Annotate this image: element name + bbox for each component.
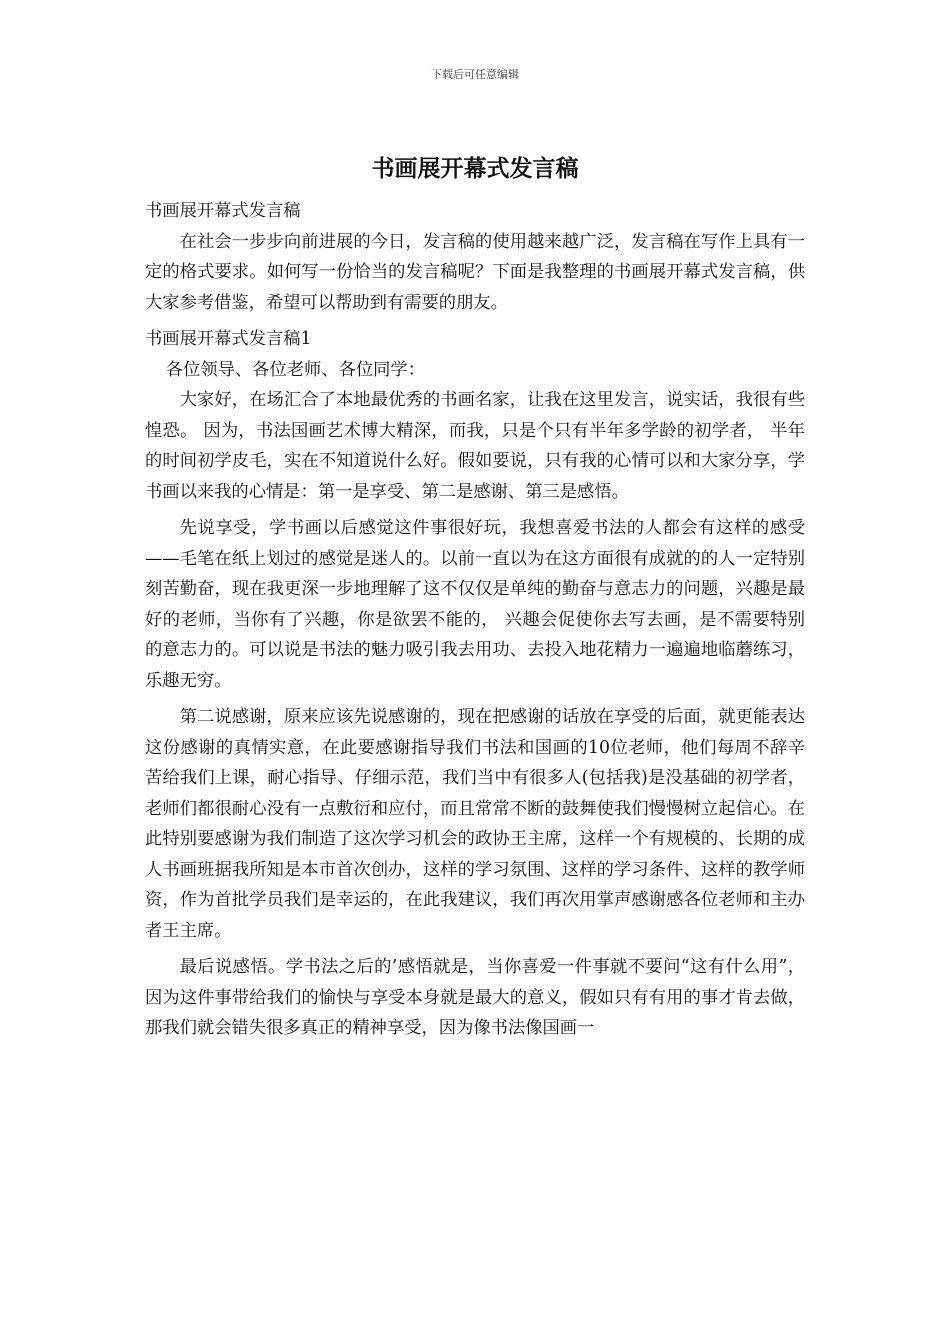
intro-heading: 书画展开幕式发言稿 xyxy=(145,201,301,221)
paragraph-insight: 最后说感悟。学书法之后的’感悟就是，当你喜爱一件事就不要问“这有什么用”， 因为这件事带给我们的愉快与享受本身就是最大的意义，假如只有有用的事才肯去做，那我们就会错失很多真正的精神享受，因为像书法像国画一 xyxy=(145,957,805,1038)
intro-paragraph: 在社会一步步向前进展的今日，发言稿的使用越来越广泛，发言稿在写作上具有一定的格式要求。如何写一份恰当的发言稿呢？下面是我整理的书画展开幕式发言稿，供大家参考借鉴，希望可以帮助到有需要的朋友。 xyxy=(145,231,805,313)
document-title: 书画展开幕式发言稿 xyxy=(371,155,579,182)
document-body xyxy=(145,196,805,1044)
paragraph-greeting: 大家好，在场汇合了本地最优秀的书画名家，让我在这里发言，说实话，我很有些惶恐。 因为，书法国画艺术博大精深，而我，只是个只有半年多学龄的初学者， 半年的时间初学皮毛，实在不知道说什么好。假如要说，只有我的心情可以和大家分享，学书画以来我的心情是：第一是享受、第二是感谢、第三是感悟。 xyxy=(145,390,805,502)
salutation-line: 各位领导、各位老师、各位同学： xyxy=(165,359,425,380)
paragraph-gratitude: 第二说感谢，原来应该先说感谢的，现在把感谢的话放在享受的后面，就更能表达这份感谢的真情实意，在此要感谢指导我们书法和国画的10位老师，他们每周不辞辛苦给我们上课，耐心指导、仔细示范，我们当中有很多人(包括我)是没基础的初学者，老师们都很耐心没有一点敷衍和应付，而且常常不断的鼓舞使我们慢慢树立起信心。在此特别要感谢为我们制造了这次学习机会的政协王主席，这样一个有规模的、长期的成人书画班据我所知是本市首次创办，这样的学习氛围、这样的学习条件、这样的教学师资，作为首批学员我们是幸运的，在此我建议，我们再次用掌声感谢感各位老师和主办者王主席。 xyxy=(145,707,805,941)
speech-heading: 书画展开幕式发言稿1 xyxy=(145,329,312,349)
page-header-note: 下载后可任意编辑 xyxy=(431,68,519,81)
paragraph-enjoyment: 先说享受，学书画以后感觉这件事很好玩，我想喜爱书法的人都会有这样的感受——毛笔在纸上划过的感觉是迷人的。以前一直以为在这方面很有成就的的人一定特别刻苦勤奋，现在我更深一步地理解了这不仅仅是单纯的勤奋与意志力的问题，兴趣是最好的老师，当你有了兴趣，你是欲罢不能的， 兴趣会促使你去写去画，是不需要特别的意志力的。可以说是书法的魅力吸引我去用功、去投入地花精力一遍遍地临蘑练习，乐趣无穷。 xyxy=(145,518,805,691)
